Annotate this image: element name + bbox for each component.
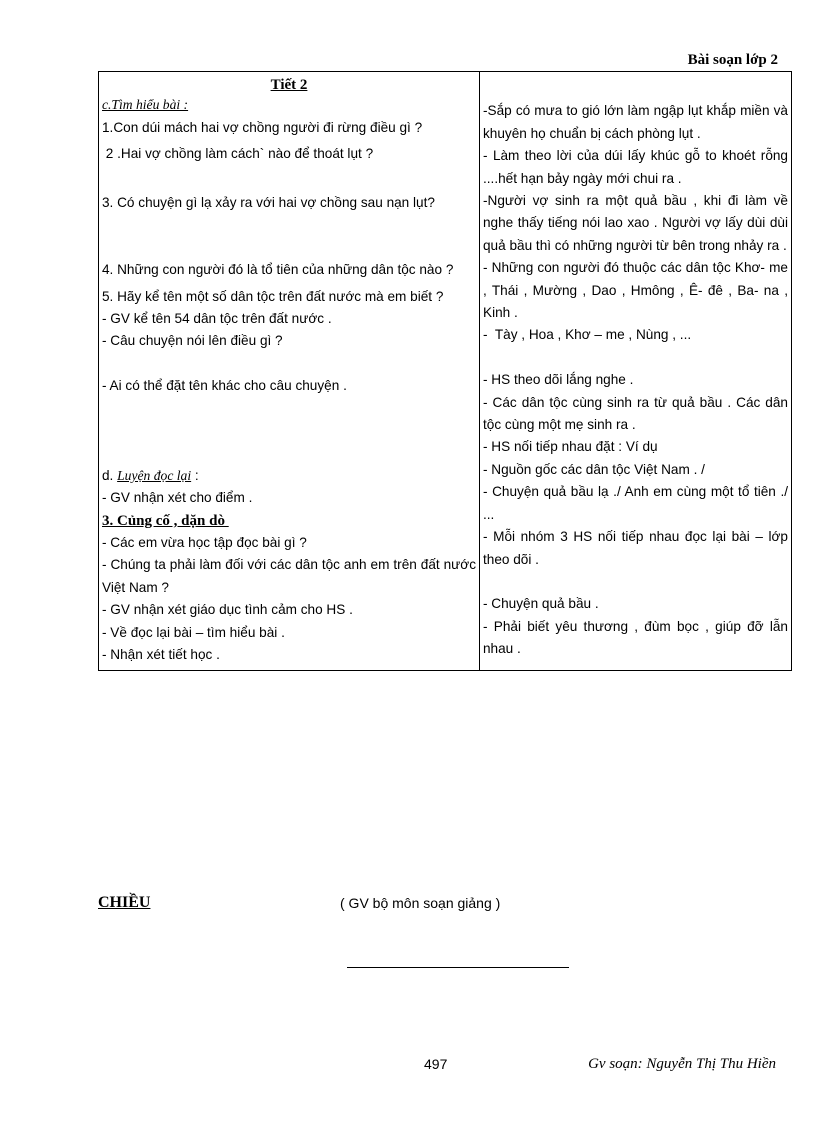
consolidation-3: - GV nhận xét giáo dục tình cảm cho HS . — [102, 602, 353, 618]
answer-3: -Người vợ sinh ra một quả bầu , khi đi làm về nghe thấy tiếng nói lao xao . Người vợ lấy dùi dùi quả bầu thì có những người từ bên trong nhảy ra . — [483, 193, 792, 253]
question-4: 4. Những con người đó là tổ tiên của những dân tộc nào ? — [102, 262, 454, 278]
document-header: Bài soạn lớp 2 — [687, 52, 778, 68]
answer-8: - HS nối tiếp nhau đặt : Ví dụ — [483, 439, 658, 455]
question-3: 3. Có chuyện gì lạ xảy ra với hai vợ chồng sau nạn lụt? — [102, 195, 435, 211]
answer-2: - Làm theo lời của dúi lấy khúc gỗ to khoét rỗng ....hết hạn bảy ngày mới chui ra . — [483, 148, 792, 186]
answer-7: - Các dân tộc cùng sinh ra từ quả bầu . Các dân tộc cùng một mẹ sinh ra . — [483, 394, 792, 433]
question-7: - Ai có thể đặt tên khác cho câu chuyện . — [102, 378, 347, 394]
question-1: 1.Con dúi mách hai vợ chồng người đi rừng điều gì ? — [102, 119, 423, 135]
answer-6: - HS theo dõi lắng nghe . — [483, 372, 634, 388]
teacher-column — [99, 72, 480, 671]
table-row — [99, 72, 792, 671]
question-6: - Câu chuyện nói lên điều gì ? — [102, 333, 283, 349]
afternoon-label: CHIỀU — [98, 894, 151, 911]
lesson-table — [98, 71, 792, 671]
consolidation-2: - Chúng ta phải làm đối với các dân tộc anh em trên đất nước Việt Nam ? — [102, 557, 480, 595]
teacher-note-1: - GV kể tên 54 dân tộc trên đất nước . — [102, 311, 332, 327]
answer-1: -Sắp có mưa to gió lớn làm ngập lụt khắp miền và khuyên họ chuẩn bị cách phòng lụt . — [483, 103, 792, 141]
section-3-heading: 3. Củng cố , dặn dò — [102, 512, 229, 529]
period-title: Tiết 2 — [270, 77, 308, 93]
answer-9: - Nguồn gốc các dân tộc Việt Nam . / — [483, 461, 705, 477]
answer-13: - Phải biết yêu thương , đùm bọc , giúp đỡ lẫn nhau . — [483, 618, 792, 657]
afternoon-note: ( GV bộ môn soạn giảng ) — [340, 895, 501, 911]
answer-10: - Chuyện quả bầu lạ ./ Anh em cùng một tổ tiên ./ ... — [483, 484, 792, 522]
student-column — [480, 72, 792, 671]
author-footer: Gv soạn: Nguyễn Thị Thu Hiền — [588, 1056, 776, 1072]
answer-11: - Mỗi nhóm 3 HS nối tiếp nhau đọc lại bài – lớp theo dõi . — [483, 529, 792, 567]
teacher-note-2: - GV nhận xét cho điểm . — [102, 490, 253, 506]
answer-5: - Tày , Hoa , Khơ – me , Nùng , ... — [483, 327, 692, 343]
page-number: 497 — [424, 1056, 448, 1072]
section-c-heading: c.Tìm hiểu bài : — [102, 97, 189, 113]
answer-4: - Những con người đó thuộc các dân tộc Khơ- me , Thái , Mường , Dao , Hmông , Ê- đê , Ba- na , Kinh . — [483, 260, 792, 321]
question-2: 2 .Hai vợ chồng làm cách` nào để thoát lụt ? — [102, 146, 374, 162]
consolidation-5: - Nhận xét tiết học . — [102, 647, 220, 663]
consolidation-1: - Các em vừa học tập đọc bài gì ? — [102, 535, 307, 551]
divider — [347, 967, 569, 968]
section-d-heading: d. Luyện đọc lại : — [102, 467, 199, 483]
question-5: 5. Hãy kể tên một số dân tộc trên đất nước mà em biết ? — [102, 288, 444, 304]
consolidation-4: - Về đọc lại bài – tìm hiểu bài . — [102, 624, 285, 640]
answer-12: - Chuyện quả bầu . — [483, 596, 599, 612]
